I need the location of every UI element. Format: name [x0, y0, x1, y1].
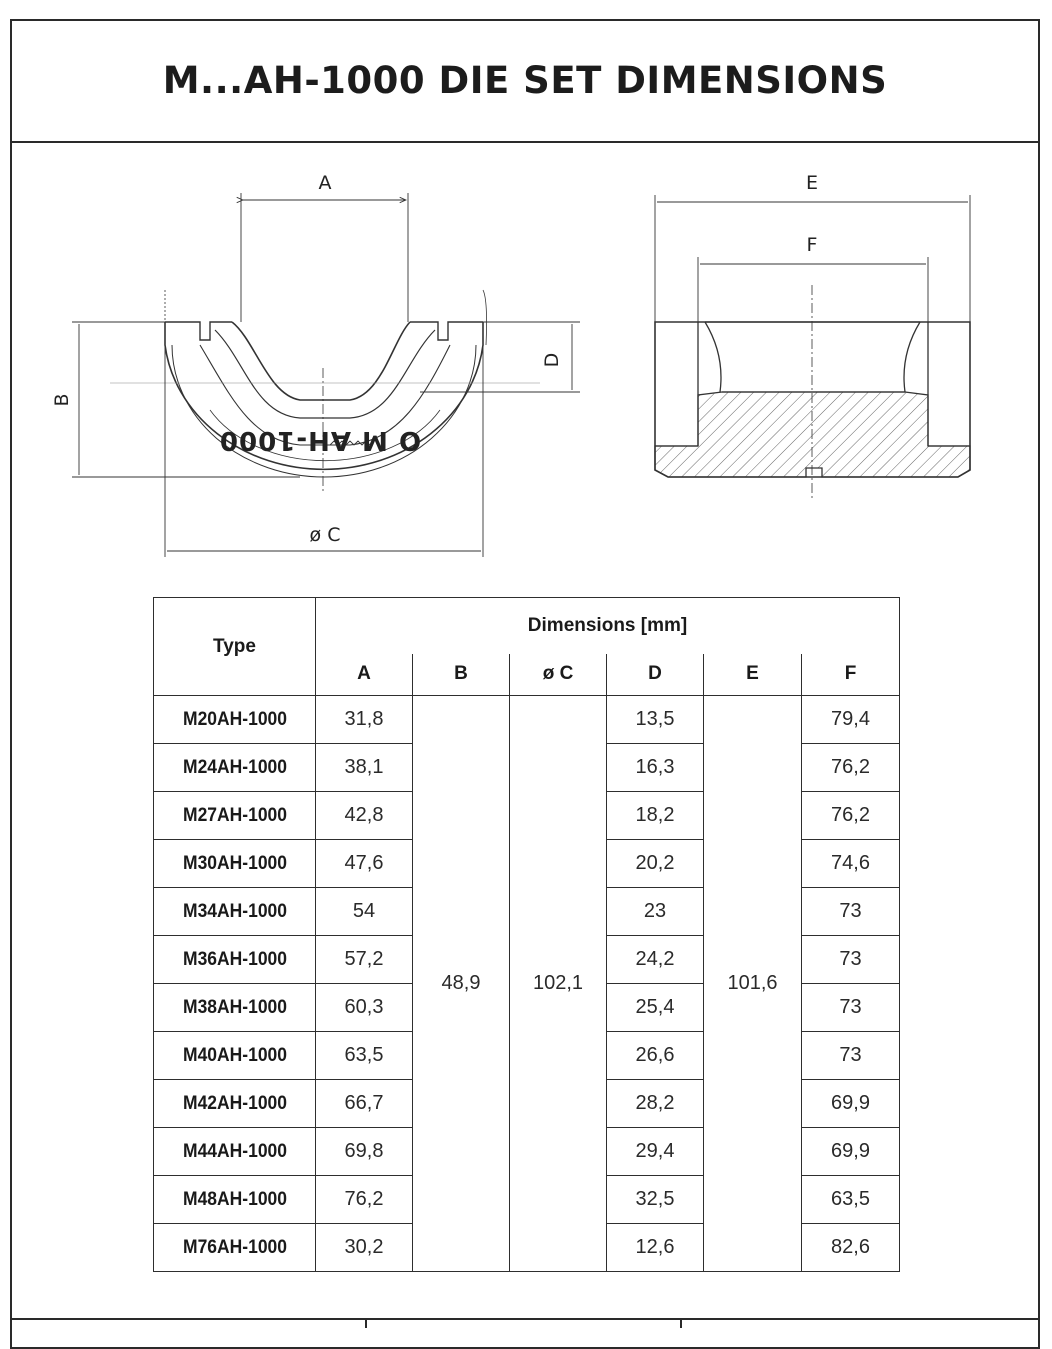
cell-a: 66,7	[316, 1080, 413, 1128]
cell-e: 101,6	[704, 696, 802, 1272]
cell-f: 69,9	[802, 1128, 900, 1176]
type-cell: M34AH-1000	[160, 888, 309, 936]
dimension-f	[698, 257, 928, 322]
cell-a: 76,2	[316, 1176, 413, 1224]
cell-a: 38,1	[316, 744, 413, 792]
cell-f: 63,5	[802, 1176, 900, 1224]
type-cell: M42AH-1000	[160, 1080, 309, 1128]
type-cell: M48AH-1000	[160, 1176, 309, 1224]
cell-a: 54	[316, 888, 413, 936]
type-cell: M38AH-1000	[160, 984, 309, 1032]
cell-f: 73	[802, 984, 900, 1032]
cell-d: 12,6	[607, 1224, 704, 1272]
cell-d: 29,4	[607, 1128, 704, 1176]
type-cell: M27AH-1000	[160, 792, 309, 840]
footer-divider	[365, 1318, 367, 1328]
cell-d: 13,5	[607, 696, 704, 744]
cell-f: 73	[802, 1032, 900, 1080]
table-body	[154, 696, 900, 1272]
type-cell: M76AH-1000	[160, 1224, 309, 1272]
column-header: F	[802, 654, 900, 696]
column-header: D	[607, 654, 704, 696]
column-header: ø C	[510, 654, 607, 696]
cell-f: 69,9	[802, 1080, 900, 1128]
cell-a: 57,2	[316, 936, 413, 984]
cell-d: 28,2	[607, 1080, 704, 1128]
cell-a: 30,2	[316, 1224, 413, 1272]
cell-f: 79,4	[802, 696, 900, 744]
table-row	[154, 696, 900, 744]
type-cell: M30AH-1000	[160, 840, 309, 888]
cell-f: 76,2	[802, 792, 900, 840]
cell-d: 23	[607, 888, 704, 936]
cell-b: 48,9	[413, 696, 510, 1272]
cell-d: 16,3	[607, 744, 704, 792]
cell-d: 26,6	[607, 1032, 704, 1080]
footer-rule	[10, 1318, 1040, 1320]
footer-divider	[680, 1318, 682, 1328]
cell-f: 74,6	[802, 840, 900, 888]
cell-f: 73	[802, 888, 900, 936]
type-header: Type	[154, 598, 316, 696]
type-cell: M24AH-1000	[160, 744, 309, 792]
cell-f: 76,2	[802, 744, 900, 792]
dimensions-table	[153, 597, 900, 1272]
cell-c: 102,1	[510, 696, 607, 1272]
technical-drawing	[0, 143, 1052, 583]
type-cell: M36AH-1000	[160, 936, 309, 984]
column-header: B	[413, 654, 510, 696]
type-cell: M40AH-1000	[160, 1032, 309, 1080]
label-c: ø C	[309, 524, 341, 546]
label-f: F	[806, 234, 818, 256]
label-e: E	[805, 172, 819, 194]
type-cell: M20AH-1000	[160, 696, 309, 744]
cell-a: 47,6	[316, 840, 413, 888]
cell-a: 69,8	[316, 1128, 413, 1176]
die-front-view	[110, 290, 540, 492]
cell-a: 60,3	[316, 984, 413, 1032]
cell-a: 63,5	[316, 1032, 413, 1080]
cell-d: 25,4	[607, 984, 704, 1032]
label-b: B	[51, 393, 73, 407]
page-title: M...AH-1000 DIE SET DIMENSIONS	[162, 58, 888, 102]
column-header: E	[704, 654, 802, 696]
cell-d: 32,5	[607, 1176, 704, 1224]
cell-f: 73	[802, 936, 900, 984]
dimension-a	[241, 193, 408, 322]
die-section-view	[655, 285, 970, 500]
column-header: A	[316, 654, 413, 696]
title-band	[10, 19, 1040, 143]
label-d: D	[541, 352, 563, 368]
cell-a: 42,8	[316, 792, 413, 840]
cell-a: 31,8	[316, 696, 413, 744]
type-cell: M44AH-1000	[160, 1128, 309, 1176]
cell-d: 20,2	[607, 840, 704, 888]
dimensions-header: Dimensions [mm]	[316, 598, 900, 654]
label-a: A	[318, 172, 332, 194]
die-engraving: O M AH-1000	[218, 425, 422, 455]
dimension-e	[655, 195, 970, 322]
cell-d: 24,2	[607, 936, 704, 984]
cell-d: 18,2	[607, 792, 704, 840]
cell-f: 82,6	[802, 1224, 900, 1272]
